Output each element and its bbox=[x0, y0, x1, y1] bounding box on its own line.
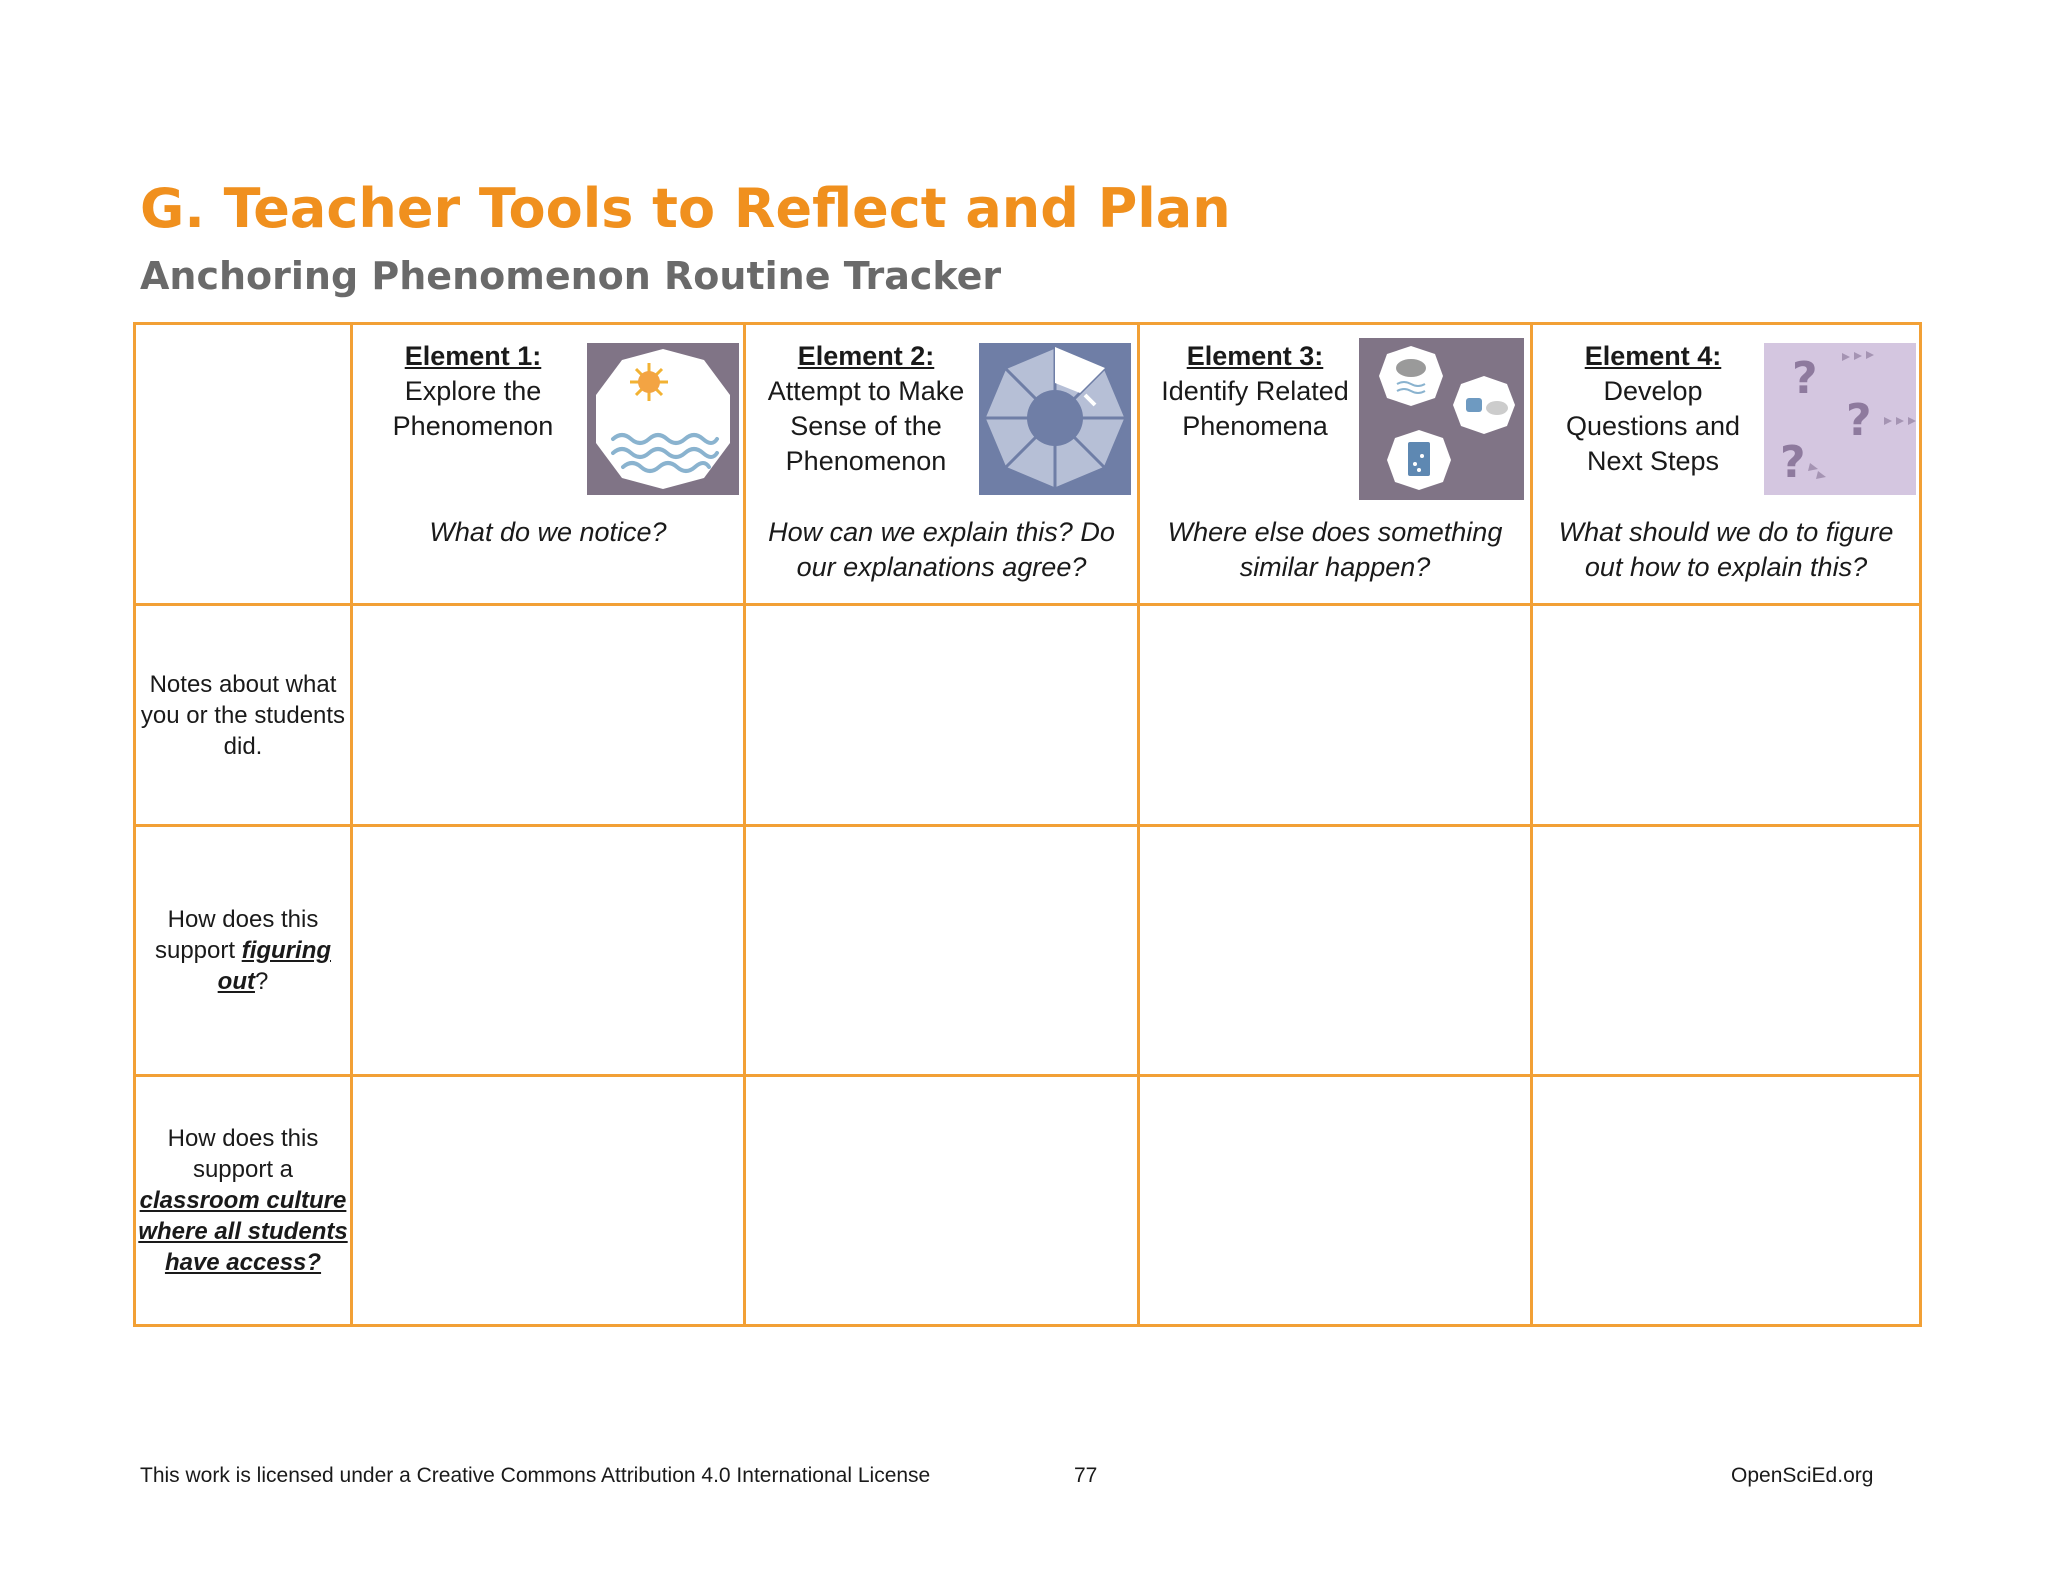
notes-cell-element-3[interactable] bbox=[1139, 605, 1532, 826]
culture-cell-element-1[interactable] bbox=[352, 1076, 745, 1326]
row-label-classroom-culture: How does this support a classroom culture where all students have access? bbox=[135, 1076, 352, 1326]
page-title: G. Teacher Tools to Reflect and Plan bbox=[140, 177, 1231, 240]
svg-text:?: ? bbox=[1780, 437, 1806, 488]
element-1-header bbox=[352, 324, 745, 605]
figuring-out-cell-element-3[interactable] bbox=[1139, 826, 1532, 1076]
notes-cell-element-4[interactable] bbox=[1532, 605, 1921, 826]
element-2-label: Element 2: bbox=[797, 341, 935, 371]
page-subtitle: Anchoring Phenomenon Routine Tracker bbox=[140, 254, 1002, 298]
element-1-name-line: Phenomenon bbox=[392, 411, 554, 441]
corner-cell bbox=[135, 324, 352, 605]
notes-cell-element-1[interactable] bbox=[352, 605, 745, 826]
element-3-question: Where else does something similar happen? bbox=[1167, 517, 1503, 582]
element-4-name-line: Next Steps bbox=[1586, 446, 1720, 476]
element-4-label: Element 4: bbox=[1584, 341, 1722, 371]
sun-over-waves-icon bbox=[587, 343, 739, 495]
element-1-label: Element 1: bbox=[404, 341, 542, 371]
related-phenomena-icon bbox=[1359, 338, 1524, 500]
element-2-question: How can we explain this? Do our explanations agree? bbox=[768, 517, 1115, 582]
science-practices-wheel-icon bbox=[979, 343, 1131, 495]
element-4-question: What should we do to figure out how to explain this? bbox=[1558, 517, 1894, 582]
svg-text:?: ? bbox=[1792, 353, 1818, 404]
license-text: This work is licensed under a Creative Commons Attribution 4.0 International License bbox=[140, 1464, 931, 1487]
tracker-row-notes bbox=[135, 605, 1921, 826]
element-2-name-line: Phenomenon bbox=[785, 446, 947, 476]
notes-cell-element-2[interactable] bbox=[745, 605, 1139, 826]
element-2-name-line: Sense of the bbox=[790, 411, 942, 441]
svg-text:?: ? bbox=[1846, 395, 1872, 446]
element-4-name-line: Develop bbox=[1603, 376, 1703, 406]
page-number: 77 bbox=[1074, 1464, 1098, 1487]
figuring-out-cell-element-4[interactable] bbox=[1532, 826, 1921, 1076]
element-3-header bbox=[1139, 324, 1532, 605]
tracker-row-figuring-out bbox=[135, 826, 1921, 1076]
culture-cell-element-2[interactable] bbox=[745, 1076, 1139, 1326]
element-3-label: Element 3: bbox=[1186, 341, 1324, 371]
element-3-name-line: Identify Related bbox=[1161, 376, 1349, 406]
element-2-header bbox=[745, 324, 1139, 605]
figuring-out-cell-element-2[interactable] bbox=[745, 826, 1139, 1076]
culture-cell-element-4[interactable] bbox=[1532, 1076, 1921, 1326]
site-link[interactable]: OpenSciEd.org bbox=[1731, 1464, 1874, 1487]
row-label-figuring-out: How does this support figuring out? bbox=[135, 826, 352, 1076]
question-marks-icon bbox=[1764, 343, 1916, 495]
culture-cell-element-3[interactable] bbox=[1139, 1076, 1532, 1326]
figuring-out-cell-element-1[interactable] bbox=[352, 826, 745, 1076]
element-2-name-line: Attempt to Make bbox=[767, 376, 965, 406]
row-label-notes: Notes about what you or the students did. bbox=[135, 605, 352, 826]
element-4-name-line: Questions and bbox=[1565, 411, 1741, 441]
routine-tracker-table bbox=[133, 322, 1922, 1327]
element-3-name-line: Phenomena bbox=[1182, 411, 1328, 441]
header-row bbox=[135, 324, 1921, 605]
element-1-name-line: Explore the bbox=[404, 376, 542, 406]
tracker-row-classroom-culture bbox=[135, 1076, 1921, 1326]
element-1-question: What do we notice? bbox=[429, 517, 667, 547]
element-4-header bbox=[1532, 324, 1921, 605]
